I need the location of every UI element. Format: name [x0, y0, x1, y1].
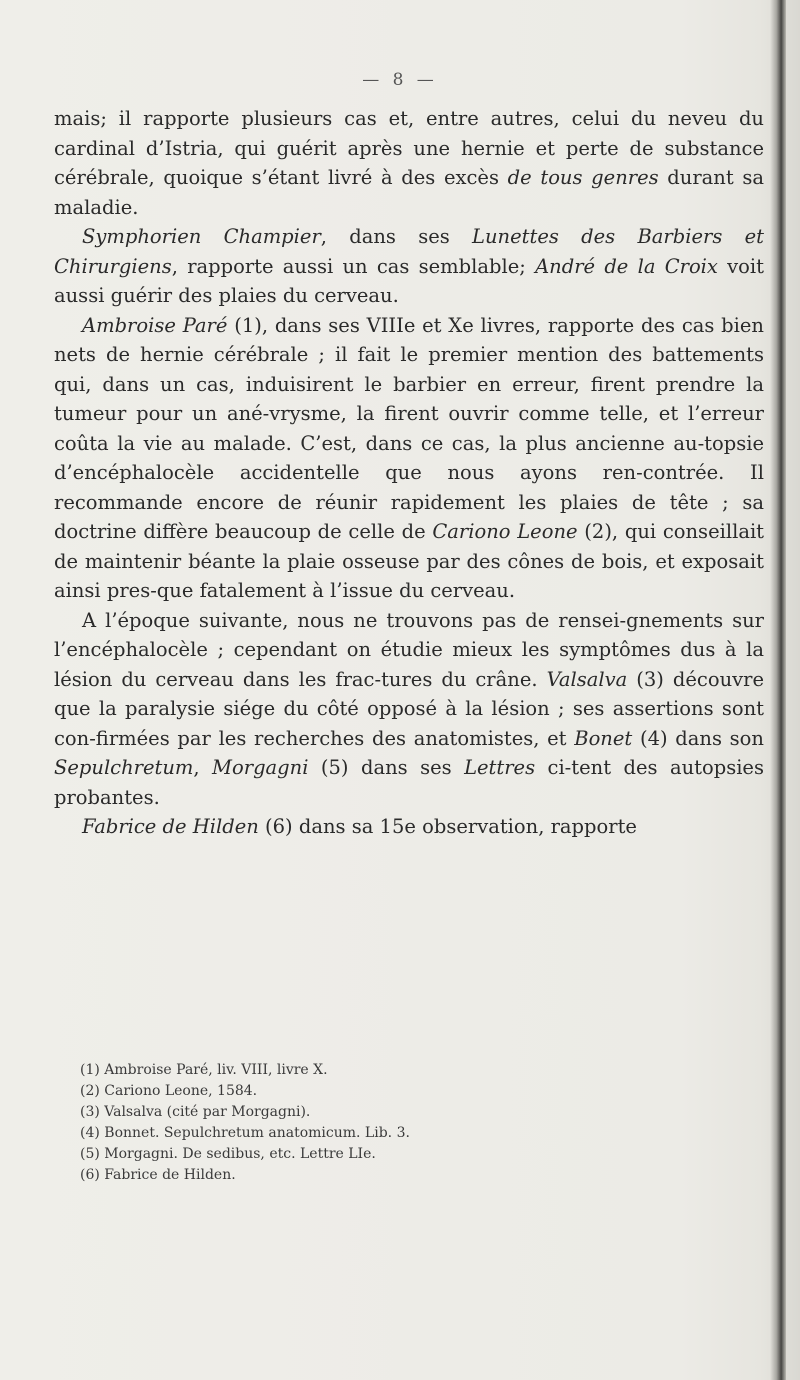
paragraph-5	[54, 812, 764, 842]
text-run: ,	[193, 756, 213, 779]
text-run: Symphorien Champier	[82, 225, 321, 248]
footnotes	[80, 1060, 740, 1186]
text-run: Bonet	[574, 726, 633, 750]
text-run: (1), dans ses VIIIe et Xe livres, rapporte des cas bien nets de hernie cérébrale ; il fait le premier mention des battements qui, dans un cas, induisirent le barbier en erreur, firent prendre la tumeur pour un ané-vrysme, la firent ouvrir comme telle, et l’erreur coûta la vie au malade. C’est, dans ce cas, la plus ancienne au-topsie d’encéphalocèle accidentelle que nous ayons ren-contrée. Il recommande encore de réunir rapidement les plaies de tête ; sa doctrine diffère beaucoup de celle de	[54, 313, 764, 543]
footnote-2: (2) Cariono Leone, 1584.	[80, 1083, 258, 1099]
text-run: Sepulchretum	[54, 756, 194, 779]
text-run: ci-tent des autopsies probantes.	[54, 756, 764, 809]
text-run: (6) dans sa 15e observation, rapporte	[258, 815, 637, 838]
text-run: Ambroise Paré	[82, 313, 228, 337]
text-run: voit aussi guérir des plaies du cerveau.	[54, 254, 764, 307]
text-run: André de la Croix	[535, 254, 718, 278]
paragraph-4	[54, 606, 764, 813]
page-number: — 8 —	[362, 70, 438, 90]
footnote-5: (5) Morgagni. De sedibus, etc. Lettre LIe.	[80, 1146, 376, 1162]
body-text	[54, 104, 764, 842]
footnote-3: (3) Valsalva (cité par Morgagni).	[80, 1104, 311, 1120]
text-run: de tous genres	[507, 166, 659, 189]
text-run: , dans ses	[320, 225, 473, 248]
text-run: durant sa maladie.	[54, 166, 764, 219]
text-run: Lettres	[464, 756, 536, 779]
paragraph-3	[54, 311, 764, 606]
text-run: Fabrice de Hilden	[82, 815, 259, 838]
page-binding-shadow	[770, 0, 786, 1380]
footnote-4: (4) Bonnet. Sepulchretum anatomicum. Lib. 3.	[80, 1125, 410, 1141]
text-run: (3) découvre que la paralysie siége du côté opposé à la lésion ; ses assertions sont con-firmées par les recherches des anatomistes, et	[54, 667, 765, 750]
paragraph-2	[54, 222, 764, 311]
text-run: (4) dans son	[632, 726, 764, 750]
text-run: Cariono Leone	[432, 520, 578, 543]
text-run: Valsalva	[546, 667, 628, 691]
paragraph-1	[54, 104, 764, 222]
text-run: , rapporte aussi un cas semblable;	[171, 254, 536, 278]
text-run: A l’époque suivante, nous ne trouvons pas de rensei-gnements sur l’encéphalocèle ; cependant on étudie mieux les symptômes dus à la lésion du cerveau dans les frac-tures du crâne.	[54, 608, 764, 691]
text-run: mais; il rapporte plusieurs cas et, entre autres, celui du neveu du cardinal d’Istria, qui guérit après une hernie et perte de substance cérébrale, quoique s’étant livré à des excès	[54, 107, 764, 189]
text-run: Lunettes des Barbiers et Chirurgiens	[54, 225, 764, 278]
text-run: (5) dans ses	[308, 756, 465, 779]
footnote-6: (6) Fabrice de Hilden.	[80, 1167, 236, 1183]
text-run: Morgagni	[212, 756, 309, 779]
footnote-1: (1) Ambroise Paré, liv. VIII, livre X.	[80, 1062, 328, 1078]
text-run: (2), qui conseillait de maintenir béante la plaie osseuse par des cônes de bois, et exposait ainsi pres-que fatalement à l’issue du cerveau.	[54, 520, 765, 602]
